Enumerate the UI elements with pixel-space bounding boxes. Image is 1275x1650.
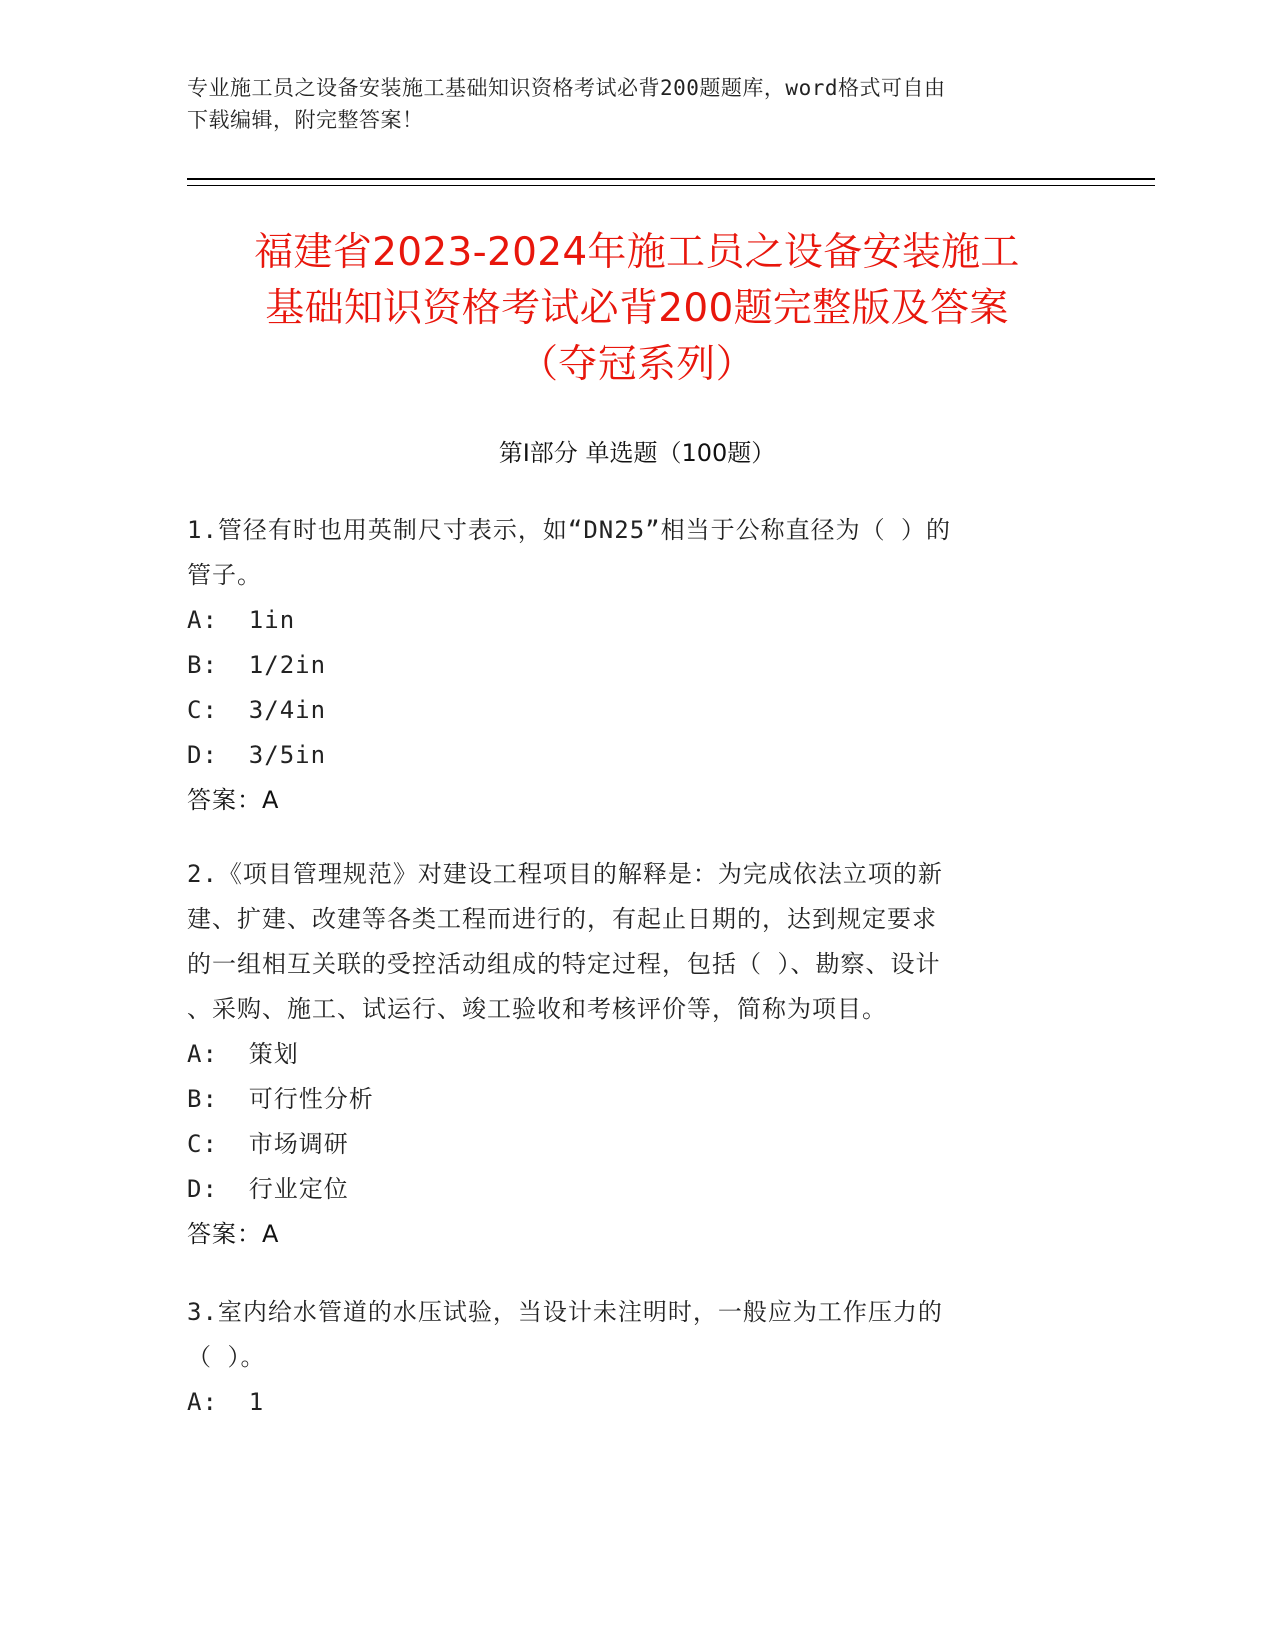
option-d: D: 3/5in [187,741,327,769]
header-note [187,72,1067,136]
question-stem-line: 2.《项目管理规范》对建设工程项目的解释是：为完成依法立项的新 [187,860,943,888]
option-c: C: 市场调研 [187,1130,349,1158]
option-d: D: 行业定位 [187,1175,349,1203]
option-b: B: 可行性分析 [187,1085,374,1113]
title-line-3: （夺冠系列） [519,342,755,387]
option-c: C: 3/4in [187,696,327,724]
answer-label: 答案：A [187,786,280,814]
option-b: B: 1/2in [187,651,327,679]
header-rule-thin [187,185,1155,186]
header-note-line-1: 专业施工员之设备安装施工基础知识资格考试必背200题题库，word格式可自由 [187,76,946,100]
question-3 [187,1290,1067,1425]
option-a: A: 1in [187,606,296,634]
question-stem-line: 1.管径有时也用英制尺寸表示，如“DN25”相当于公称直径为（ ）的 [187,516,952,544]
question-stem-line: 建、扩建、改建等各类工程而进行的，有起止日期的，达到规定要求 [187,905,937,933]
document-title [187,225,1087,393]
question-2 [187,852,1067,1257]
option-a: A: 策划 [187,1040,299,1068]
question-stem-line: 3.室内给水管道的水压试验，当设计未注明时，一般应为工作压力的 [187,1298,943,1326]
question-stem-line: 的一组相互关联的受控活动组成的特定过程，包括（ ）、勘察、设计 [187,950,941,978]
title-line-2: 基础知识资格考试必背200题完整版及答案 [265,286,1009,331]
question-stem-line: （ ）。 [187,1343,266,1371]
question-stem-line: 、采购、施工、试运行、竣工验收和考核评价等，简称为项目。 [187,995,887,1023]
header-note-line-2: 下载编辑，附完整答案！ [187,108,424,132]
header-rule-thick [187,178,1155,180]
answer-label: 答案：A [187,1220,280,1248]
option-a: A: 1 [187,1388,265,1416]
section-heading: 第Ⅰ部分 单选题（100题） [498,439,776,467]
question-1 [187,508,1067,823]
question-stem-line: 管子。 [187,561,262,589]
title-line-1: 福建省2023-2024年施工员之设备安装施工 [254,230,1020,275]
